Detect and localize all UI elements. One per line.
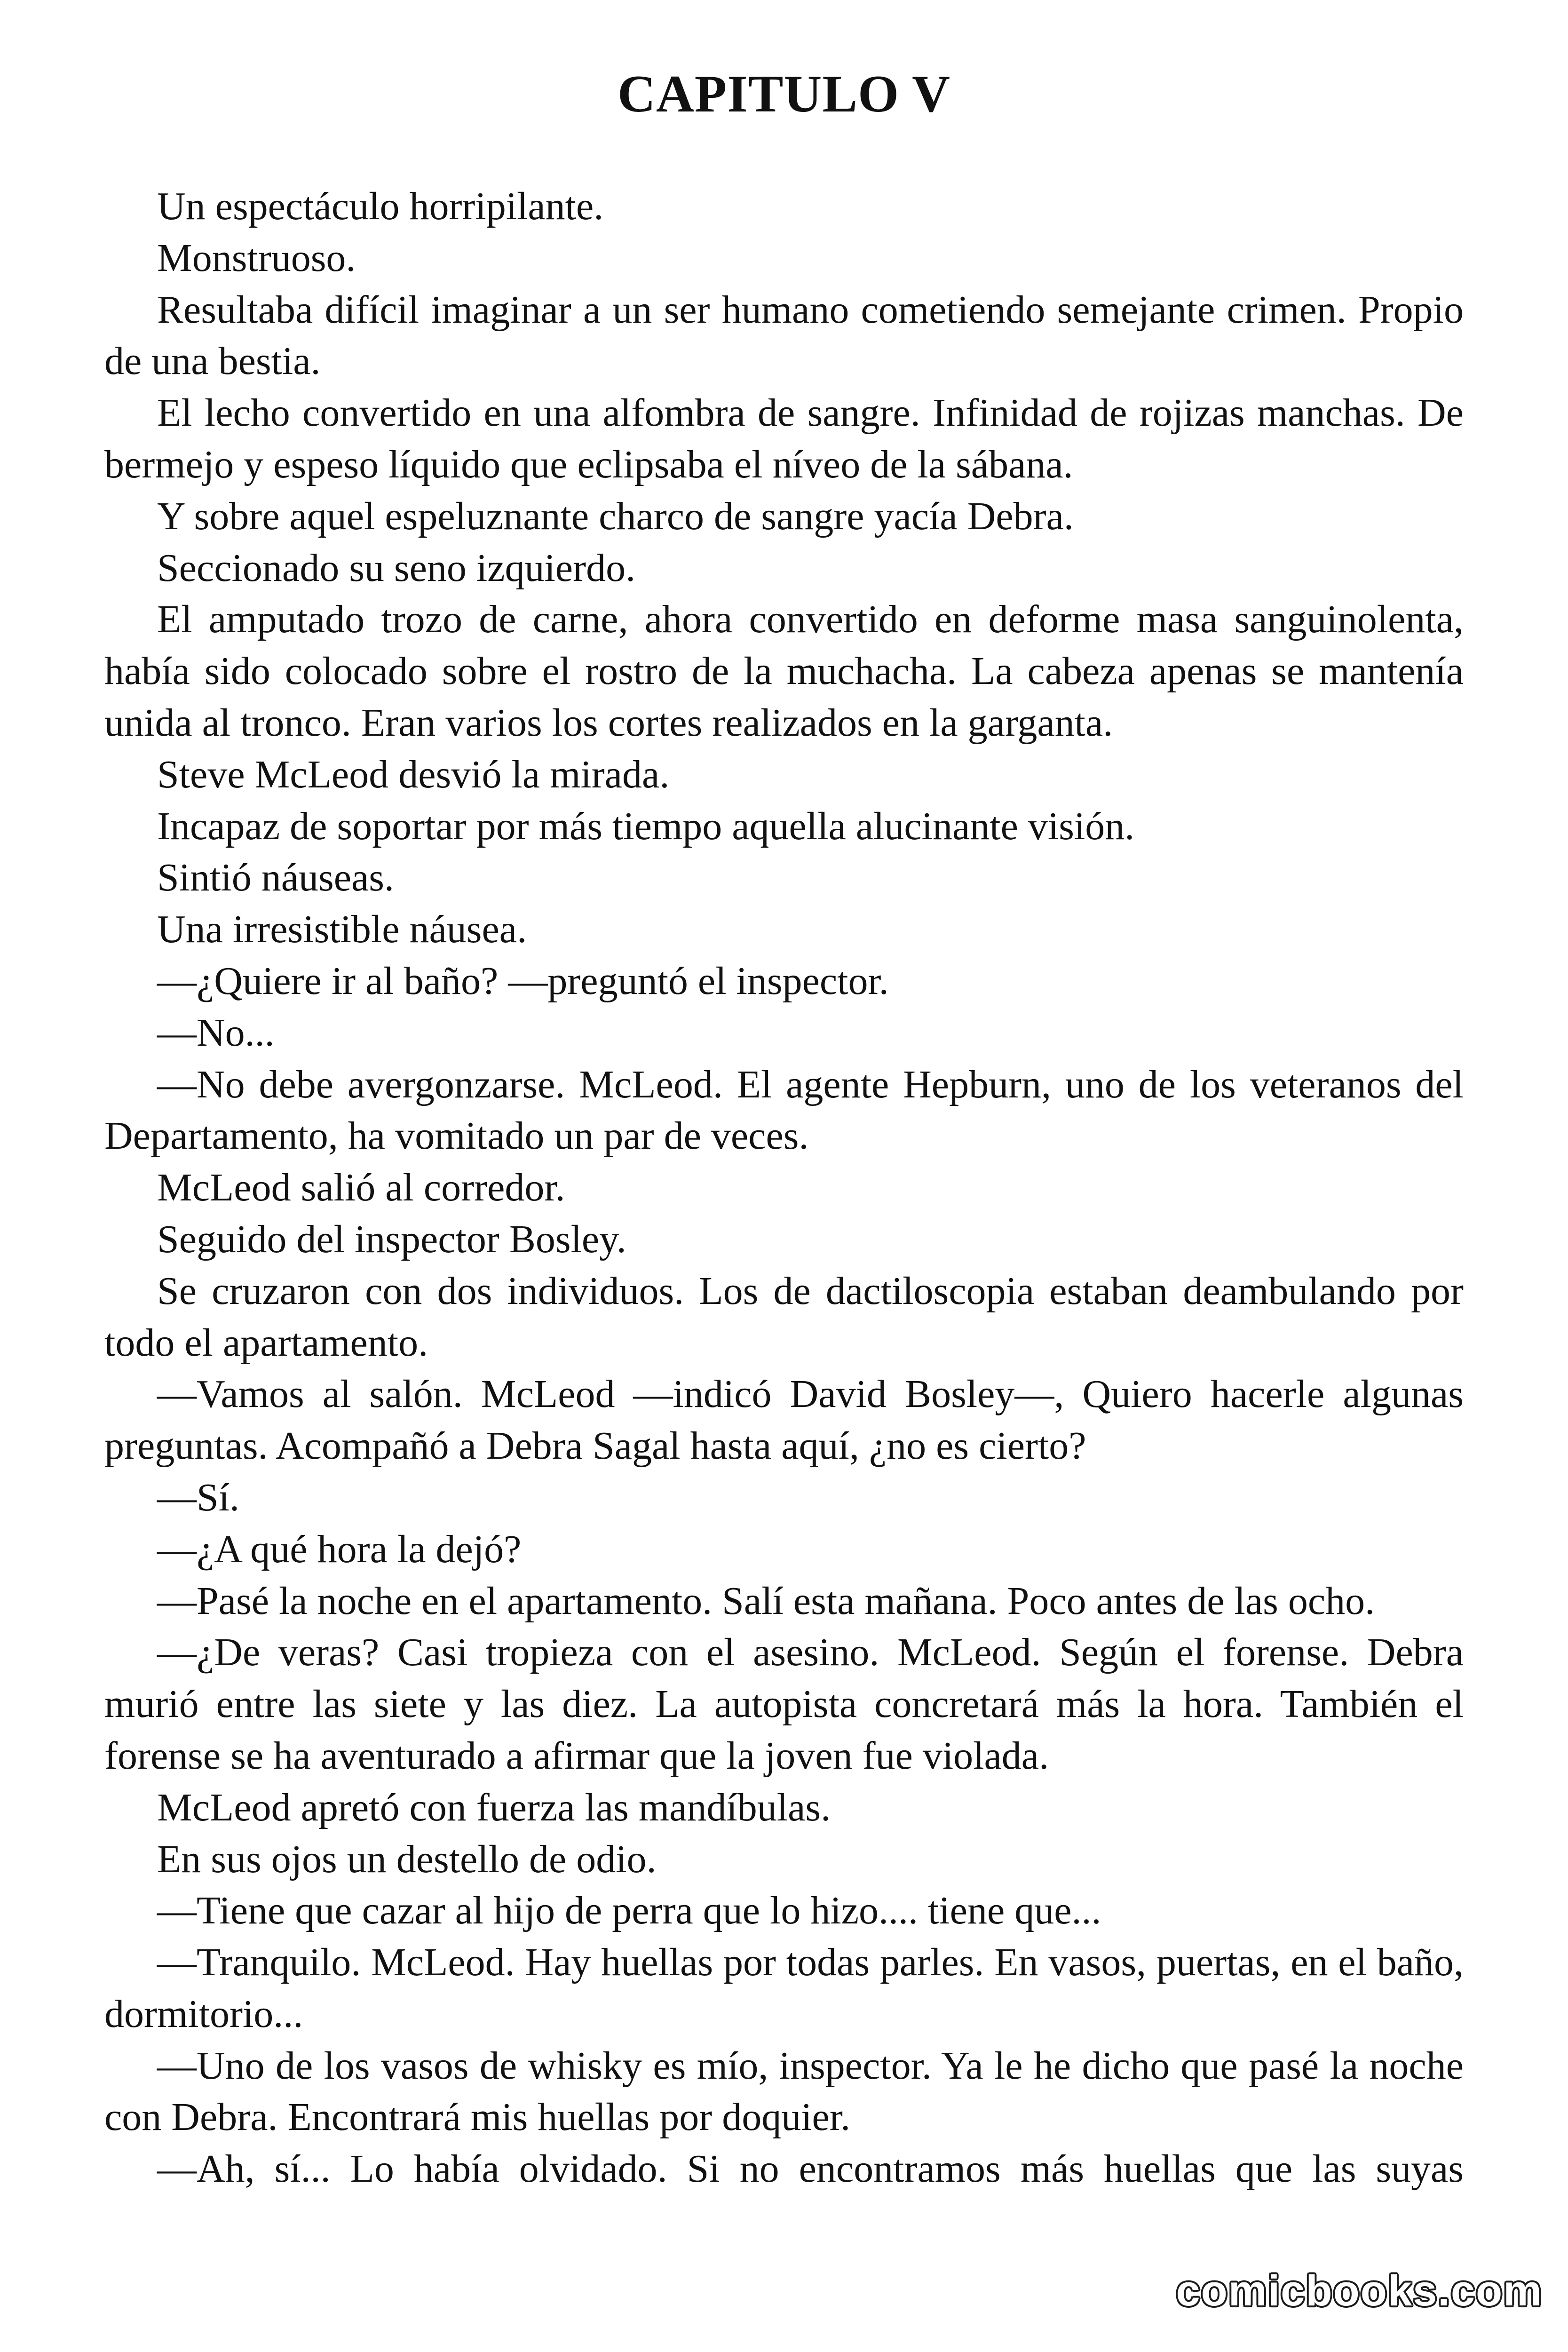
paragraph: Seguido del inspector Bosley.: [157, 1217, 626, 1261]
paragraph: McLeod apretó con fuerza las mandíbulas.: [157, 1785, 831, 1829]
paragraph: —¿Quiere ir al baño? —preguntó el inspector.: [157, 959, 889, 1003]
paragraph: —Pasé la noche en el apartamento. Salí esta mañana. Poco antes de las ocho.: [157, 1579, 1375, 1623]
watermark: comicbooks.com: [1176, 2267, 1543, 2315]
paragraph: —Tiene que cazar al hijo de perra que lo hizo.... tiene que...: [157, 1889, 1101, 1933]
paragraph: —No...: [157, 1010, 275, 1055]
paragraph: Una irresistible náusea.: [157, 907, 527, 952]
paragraph: Seccionado su seno izquierdo.: [157, 546, 636, 590]
paragraph: Y sobre aquel espeluznante charco de sangre yacía Debra.: [157, 494, 1074, 538]
paragraph: Se cruzaron con dos individuos. Los de dactiloscopia estaban deambulando por todo el apartamento.: [104, 1269, 1464, 1365]
paragraph: Sintió náuseas.: [157, 856, 394, 900]
paragraph: —No debe avergonzarse. McLeod. El agente Hepburn, uno de los veteranos del Departamento, ha vomitado un par de veces.: [104, 1062, 1464, 1158]
paragraph-last: —Ah, sí... Lo había olvidado. Si no encontramos más huellas que las suyas: [157, 2147, 1464, 2191]
paragraph: Monstruoso.: [157, 236, 356, 280]
chapter-title: CAPITULO V: [617, 65, 951, 123]
body-text: [104, 181, 1464, 2195]
paragraph: McLeod salió al corredor.: [157, 1166, 565, 1210]
paragraph: —Vamos al salón. McLeod —indicó David Bosley—, Quiero hacerle algunas preguntas. Acompañó a Debra Sagal hasta aquí, ¿no es cierto?: [104, 1372, 1464, 1468]
paragraph: En sus ojos un destello de odio.: [157, 1837, 657, 1881]
paragraph: Un espectáculo horripilante.: [157, 184, 604, 228]
paragraph: El lecho convertido en una alfombra de sangre. Infinidad de rojizas manchas. De bermejo y espeso líquido que eclipsaba el níveo de la sábana.: [104, 391, 1464, 486]
paragraph: Incapaz de soportar por más tiempo aquella alucinante visión.: [157, 804, 1135, 848]
paragraph: —Uno de los vasos de whisky es mío, inspector. Ya le he dicho que pasé la noche con Debra. Encontrará mis huellas por doquier.: [104, 2043, 1464, 2139]
paragraph: Steve McLeod desvió la mirada.: [157, 752, 670, 796]
paragraph: —¿De veras? Casi tropieza con el asesino. McLeod. Según el forense. Debra murió entre las siete y las diez. La autopista concretará más la hora. También el forense se ha aventurado a afirmar que la joven fue violada.: [104, 1630, 1464, 1778]
paragraph: —¿A qué hora la dejó?: [157, 1527, 522, 1571]
paragraph: —Sí.: [157, 1475, 240, 1519]
paragraph: —Tranquilo. McLeod. Hay huellas por todas parles. En vasos, puertas, en el baño, dormitorio...: [104, 1940, 1464, 2036]
paragraph: Resultaba difícil imaginar a un ser humano cometiendo semejante crimen. Propio de una bestia.: [104, 287, 1464, 383]
paragraph: El amputado trozo de carne, ahora convertido en deforme masa sanguinolenta, había sido colocado sobre el rostro de la muchacha. La cabeza apenas se mantenía unida al tronco. Eran varios los cortes realizados en la garganta.: [104, 597, 1464, 745]
